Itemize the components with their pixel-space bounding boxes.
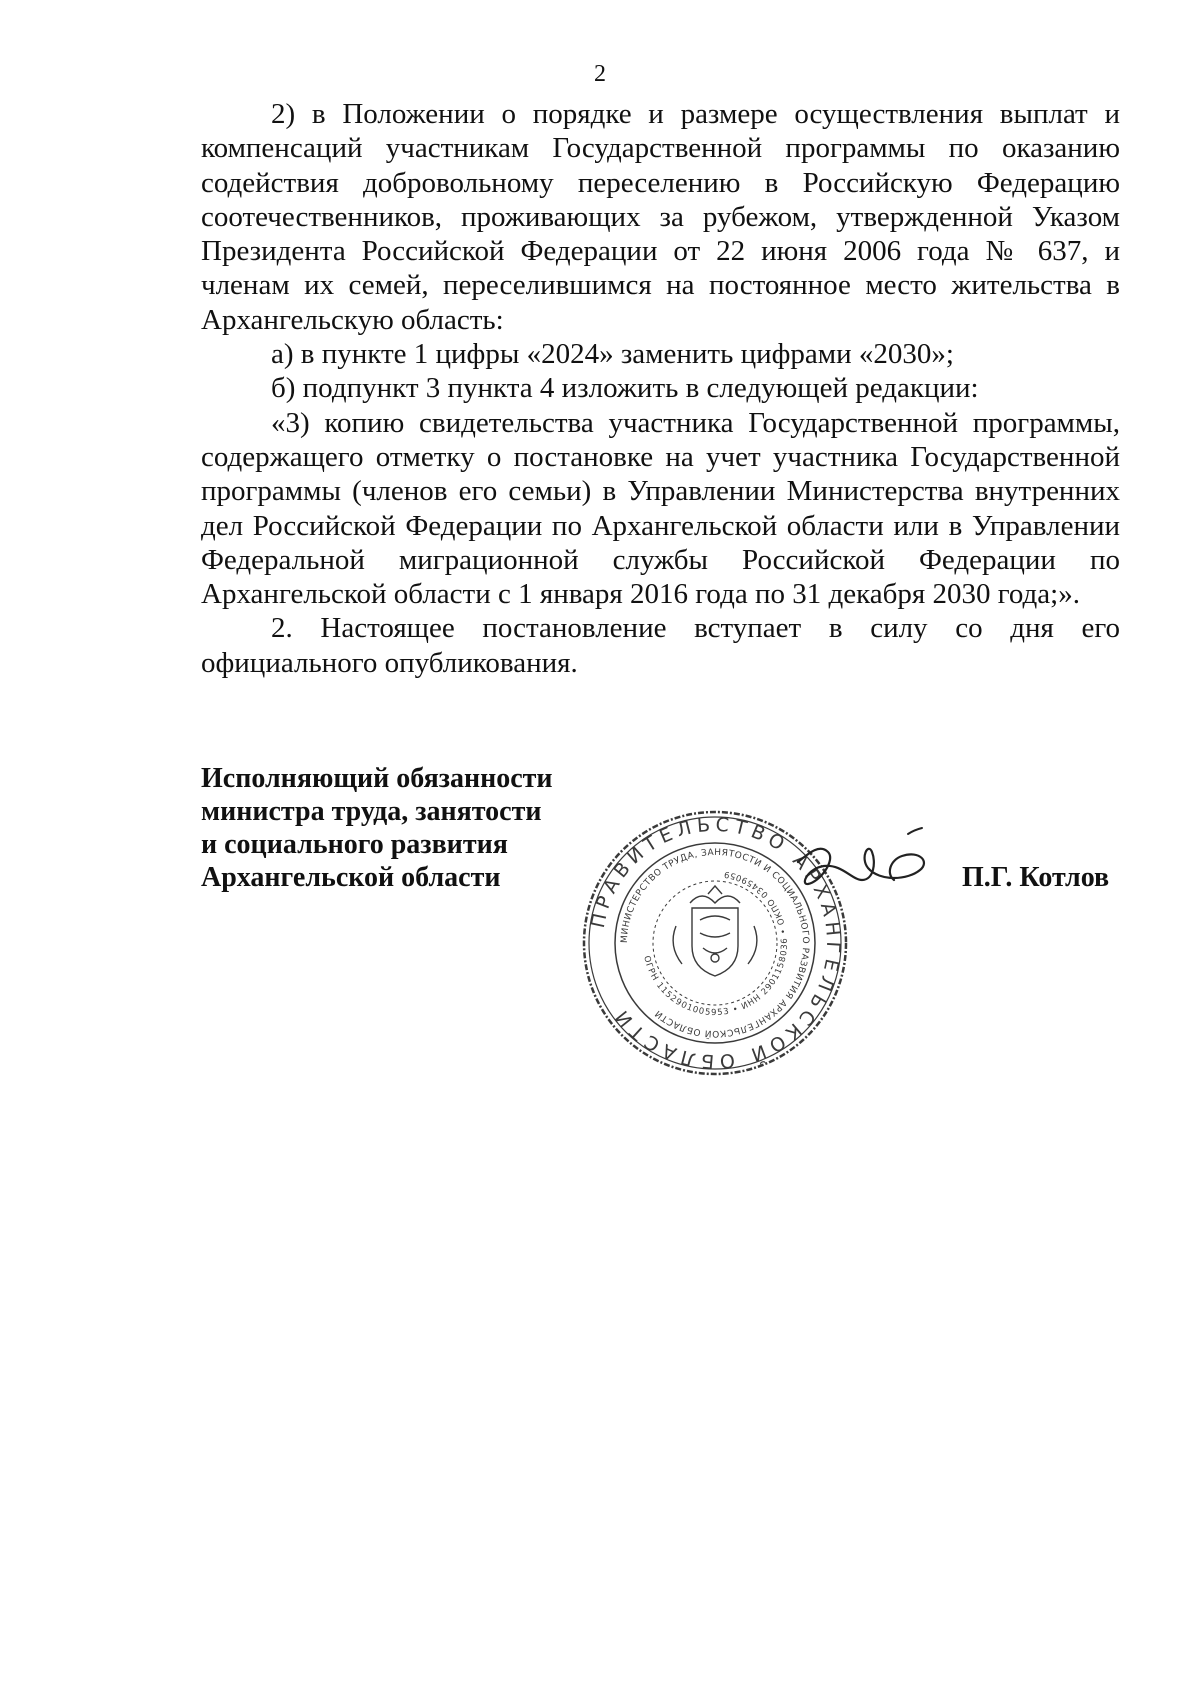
- page-number: 2: [594, 61, 606, 87]
- seal-codes: ОГРН 1152901005953 • ИНН 2901158036 • ОКПО 03459059: [641, 868, 791, 1019]
- coat-of-arms-emblem: [673, 886, 757, 976]
- signatory-position-line: Архангельской области: [201, 862, 501, 893]
- document-body: [201, 97, 1120, 680]
- seal-outer-text: ПРАВИТЕЛЬСТВО АРХАНГЕЛЬСКОЙ ОБЛАСТИ: [586, 813, 845, 1073]
- signatory-position-line: и социального развития: [201, 829, 508, 860]
- paragraph-item-b: б) подпункт 3 пункта 4 изложить в следующей редакции:: [271, 372, 979, 405]
- paragraph-amendment-intro: 2) в Положении о порядке и размере осуществления выплат и компенсаций участникам Государственной программы по оказанию содействия добровольному переселению в Российскую Федерацию соотечественников, проживающих за рубежом, утвержденной Указом Президента Российской Федерации от 22 июня 2006 года № 637, и членам их семей, переселившимся на постоянное место жительства в Архангельскую область:: [201, 98, 1120, 336]
- signatory-position-line: министра труда, занятости: [201, 796, 542, 827]
- paragraph-entry-into-force: 2. Настоящее постановление вступает в силу со дня его официального опубликования.: [201, 612, 1120, 679]
- signatory-name: П.Г. Котлов: [962, 862, 1110, 893]
- signatory-position: [201, 762, 621, 894]
- paragraph-item-a: а) в пункте 1 цифры «2024» заменить цифрами «2030»;: [271, 338, 954, 371]
- handwritten-signature: [790, 822, 940, 907]
- paragraph-new-wording: «3) копию свидетельства участника Государственной программы, содержащего отметку о постановке на учет участника Государственной программы (членов его семьи) в Управлении Министерства внутренних дел Российской Федерации по Архангельской области или в Управлении Федеральной миграционной службы Российской Федерации по Архангельской области с 1 января 2016 года по 31 декабря 2030 года;».: [201, 406, 1120, 611]
- svg-text:ОГРН 1152901005953 • ИНН 29011: [641, 868, 790, 1018]
- signatory-position-line: Исполняющий обязанности: [201, 763, 553, 794]
- seal-inner-text: МИНИСТЕРСТВО ТРУДА, ЗАНЯТОСТИ И СОЦИАЛЬНОГО РАЗВИТИЯ АРХАНГЕЛЬСКОЙ ОБЛАСТИ: [619, 847, 811, 1039]
